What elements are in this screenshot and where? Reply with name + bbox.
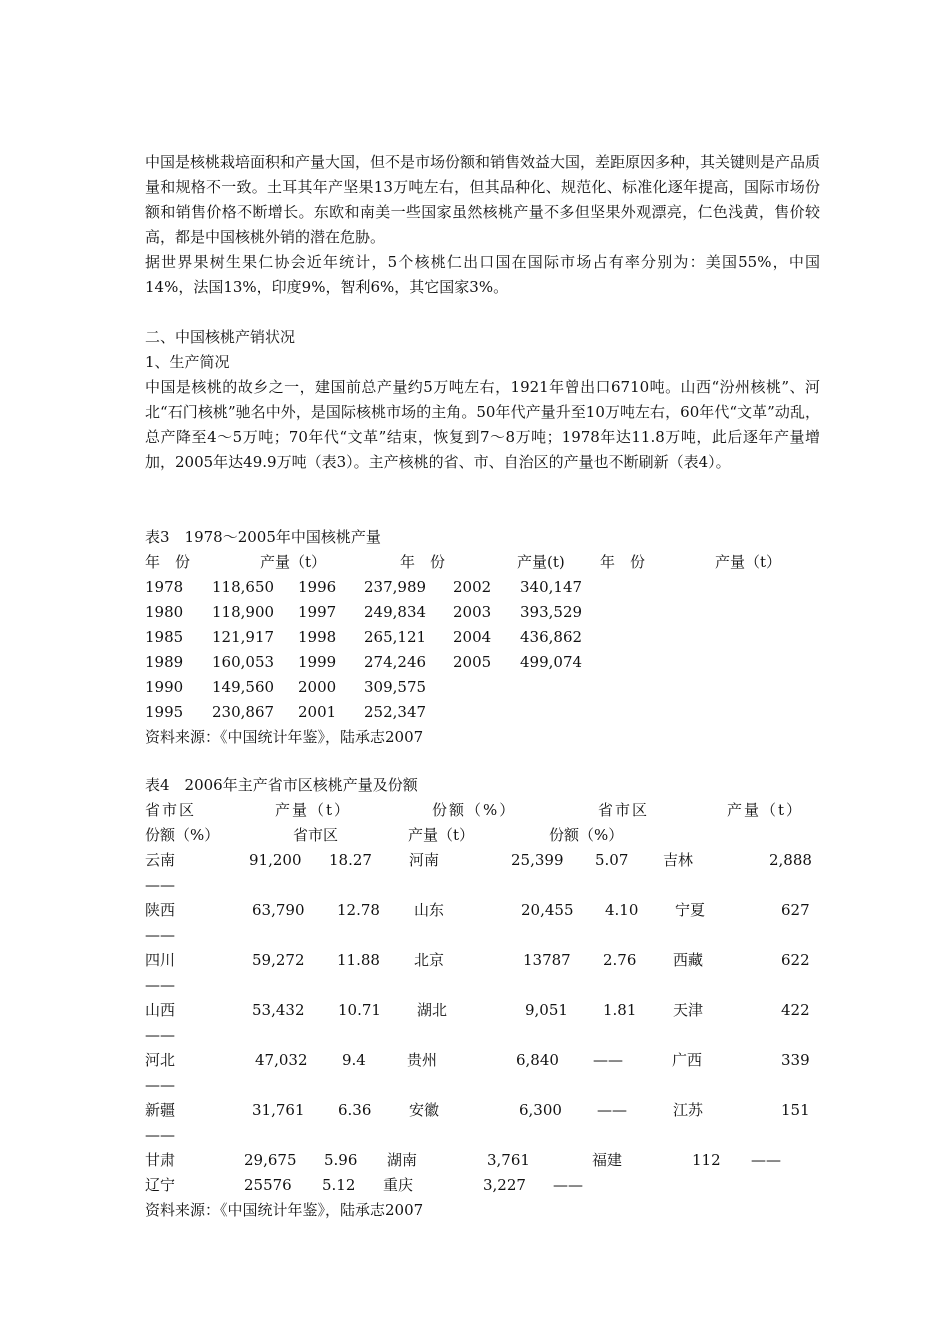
- table-row: [145, 1098, 835, 1123]
- table4-cell: ——: [751, 1151, 781, 1169]
- table3-cell: 2002: [453, 578, 492, 596]
- table4-cell: 2.76: [603, 951, 637, 969]
- table3-cell: 2004: [453, 628, 492, 646]
- table4-cell: 9,051: [525, 1001, 568, 1019]
- table3-header-year-2: 年 份: [400, 553, 446, 571]
- table4-header: 产量（t）: [727, 801, 804, 819]
- table-row: [145, 625, 835, 650]
- table3-cell: 1998: [298, 628, 337, 646]
- table4-cell: 甘肃: [145, 1151, 176, 1169]
- table4-cell: ——: [597, 1101, 627, 1119]
- table3-cell: 237,989: [364, 578, 427, 596]
- table4-cell: 47,032: [255, 1051, 308, 1069]
- table4-cell: 广西: [672, 1051, 703, 1069]
- table3-title: 表3 1978～2005年中国核桃产量: [145, 528, 381, 546]
- table4-cell: 北京: [414, 951, 445, 969]
- table3-cell: 2003: [453, 603, 492, 621]
- table4-cell: 西藏: [673, 951, 704, 969]
- table4-header: 份额（%）: [145, 826, 220, 844]
- table-row: [145, 898, 835, 923]
- table4-cell: 天津: [673, 1001, 704, 1019]
- table4-cell: 9.4: [342, 1051, 366, 1069]
- table4-cell: 河北: [145, 1051, 176, 1069]
- table4-cell: 12.78: [337, 901, 380, 919]
- table4-cell: 25,399: [511, 851, 564, 869]
- table4-cell: ——: [593, 1051, 623, 1069]
- table-row: [145, 1048, 835, 1073]
- table4-header-row-1: [145, 798, 835, 823]
- table-row: [145, 650, 835, 675]
- table4-cell-dash: ——: [145, 926, 175, 944]
- table4-cell: 5.96: [324, 1151, 358, 1169]
- table3-cell: 393,529: [520, 603, 583, 621]
- table3-cell: 230,867: [212, 703, 275, 721]
- table4-cell: 2,888: [769, 851, 812, 869]
- table4-cell: 吉林: [663, 851, 694, 869]
- table4-cell: 18.27: [329, 851, 372, 869]
- table4-cell: 53,432: [252, 1001, 305, 1019]
- table4-cell: 5.07: [595, 851, 629, 869]
- table3-header-row: [145, 550, 835, 575]
- table-row: [145, 848, 835, 873]
- table4-cell: 6,300: [519, 1101, 562, 1119]
- table4-cell: 11.88: [337, 951, 380, 969]
- table3-header-output-2: 产量(t): [517, 553, 565, 571]
- table3-cell: 252,347: [364, 703, 427, 721]
- table4-cell: 重庆: [383, 1176, 414, 1194]
- table-row: [145, 948, 835, 973]
- table4-source: 资料来源：《中国统计年鉴》，陆承志2007: [145, 1201, 424, 1219]
- table3-header-year-3: 年 份: [600, 553, 646, 571]
- table4-cell: 山西: [145, 1001, 176, 1019]
- table3-cell: 274,246: [364, 653, 427, 671]
- table3-cell: 121,917: [212, 628, 275, 646]
- table4-cell: 陕西: [145, 901, 176, 919]
- table4-cell: 151: [781, 1101, 810, 1119]
- table3-cell: 2000: [298, 678, 337, 696]
- table3-source: 资料来源：《中国统计年鉴》，陆承志2007: [145, 728, 424, 746]
- table4-cell: 29,675: [244, 1151, 297, 1169]
- table4-cell: 25576: [244, 1176, 292, 1194]
- table4-cell: 新疆: [145, 1101, 176, 1119]
- table4-cell: 四川: [145, 951, 176, 969]
- table4-cell: 1.81: [603, 1001, 637, 1019]
- production-paragraph: 中国是核桃的故乡之一，建国前总产量约5万吨左右，1921年曾出口6710吨。山西“汾州核桃”、河北“石门核桃”驰名中外，是国际核桃市场的主角。50年代产量升至10万吨左右，60年代“文革”动乱，总产降至4～5万吨；70年代“文革”结束，恢复到7～8万吨；1978年达11.8万吨，此后逐年产量增加，2005年达49.9万吨（表3）。主产核桃的省、市、自治区的产量也不断刷新（表4）。: [145, 378, 820, 471]
- table4-cell: 3,227: [483, 1176, 526, 1194]
- table-row: [145, 600, 835, 625]
- table4-cell-dash: ——: [145, 976, 175, 994]
- table4-cell: 339: [781, 1051, 810, 1069]
- table4-header: 省市区: [293, 826, 339, 844]
- table4-cell: 622: [781, 951, 810, 969]
- table4-header: 产量（t）: [408, 826, 475, 844]
- table-row: [145, 1173, 835, 1198]
- table4-cell: 20,455: [521, 901, 574, 919]
- table4-cell: 4.10: [605, 901, 639, 919]
- table4-cell-dash: ——: [145, 1026, 175, 1044]
- table4-cell: 云南: [145, 851, 176, 869]
- table4-cell-dash: ——: [145, 1076, 175, 1094]
- table-row: [145, 1148, 835, 1173]
- table3-cell: 309,575: [364, 678, 427, 696]
- table3-cell: 265,121: [364, 628, 427, 646]
- table4-cell: 63,790: [252, 901, 305, 919]
- table3-cell: 118,900: [212, 603, 275, 621]
- table4-cell: 江苏: [673, 1101, 704, 1119]
- table3-cell: 1999: [298, 653, 337, 671]
- table4-header-row-2: [145, 823, 835, 848]
- table3-cell: 1978: [145, 578, 184, 596]
- table-row: [145, 575, 835, 600]
- table4-cell: 辽宁: [145, 1176, 176, 1194]
- table3-cell: 340,147: [520, 578, 583, 596]
- table3-cell: 160,053: [212, 653, 275, 671]
- table3-cell: 499,074: [520, 653, 583, 671]
- table3-cell: 118,650: [212, 578, 275, 596]
- table4-cell: 湖南: [387, 1151, 418, 1169]
- table4-cell: 河南: [409, 851, 440, 869]
- table3-header-output-3: 产量（t）: [715, 553, 782, 571]
- table4-cell: ——: [553, 1176, 583, 1194]
- table4-cell: 31,761: [252, 1101, 305, 1119]
- table4-cell: 10.71: [338, 1001, 381, 1019]
- table3-cell: 1980: [145, 603, 184, 621]
- table4-cell: 91,200: [249, 851, 302, 869]
- table4-cell: 贵州: [407, 1051, 438, 1069]
- table4-header: 产量（t）: [275, 801, 352, 819]
- table4-cell-dash: ——: [145, 1126, 175, 1144]
- table4-cell: 627: [781, 901, 810, 919]
- table4-cell: 112: [692, 1151, 721, 1169]
- table3-cell: 2001: [298, 703, 337, 721]
- section-subheading: 1、生产简况: [145, 353, 230, 371]
- table4-title: 表4 2006年主产省市区核桃产量及份额: [145, 776, 418, 794]
- intro-paragraph-1: 中国是核桃栽培面积和产量大国，但不是市场份额和销售效益大国，差距原因多种，其关键则是产品质量和规格不一致。土耳其年产坚果13万吨左右，但其品种化、规范化、标准化逐年提高，国际市场份额和销售价格不断增长。东欧和南美一些国家虽然核桃产量不多但坚果外观漂亮，仁色浅黄，售价较高，都是中国核桃外销的潜在危胁。: [145, 153, 821, 246]
- table4-cell: 安徽: [409, 1101, 440, 1119]
- table4-cell: 6.36: [338, 1101, 372, 1119]
- table-row: [145, 700, 835, 725]
- table4-cell: 422: [781, 1001, 810, 1019]
- table3-cell: 1985: [145, 628, 184, 646]
- table4-cell: 6,840: [516, 1051, 559, 1069]
- table3-cell: 1989: [145, 653, 184, 671]
- table3-header-output-1: 产量（t）: [260, 553, 327, 571]
- table4-cell-dash: ——: [145, 876, 175, 894]
- section-heading: 二、中国核桃产销状况: [145, 328, 296, 346]
- table3-cell: 1990: [145, 678, 184, 696]
- table3-cell: 436,862: [520, 628, 583, 646]
- table-row: [145, 998, 835, 1023]
- table3-cell: 1996: [298, 578, 337, 596]
- table4-header: 份额（%）: [432, 801, 517, 819]
- table4-header: 份额（%）: [549, 826, 624, 844]
- table3-header-year-1: 年 份: [145, 553, 191, 571]
- table-row: [145, 675, 835, 700]
- table4-cell: 3,761: [487, 1151, 530, 1169]
- table3-cell: 149,560: [212, 678, 275, 696]
- table3-cell: 249,834: [364, 603, 427, 621]
- table4-header: 省市区: [598, 801, 650, 819]
- table4-cell: 5.12: [322, 1176, 356, 1194]
- table3-cell: 1995: [145, 703, 184, 721]
- table4-header: 省市区: [145, 801, 197, 819]
- table4-cell: 59,272: [252, 951, 305, 969]
- table4-cell: 山东: [414, 901, 445, 919]
- intro-paragraph-2: 据世界果树生果仁协会近年统计，5个核桃仁出口国在国际市场占有率分别为：美国55%，中国14%，法国13%，印度9%，智利6%，其它国家3%。: [145, 253, 820, 296]
- table4-cell: 福建: [592, 1151, 623, 1169]
- table3-cell: 2005: [453, 653, 492, 671]
- table4-cell: 湖北: [417, 1001, 448, 1019]
- table4-cell: 13787: [523, 951, 571, 969]
- table3-cell: 1997: [298, 603, 337, 621]
- table4-cell: 宁夏: [675, 901, 706, 919]
